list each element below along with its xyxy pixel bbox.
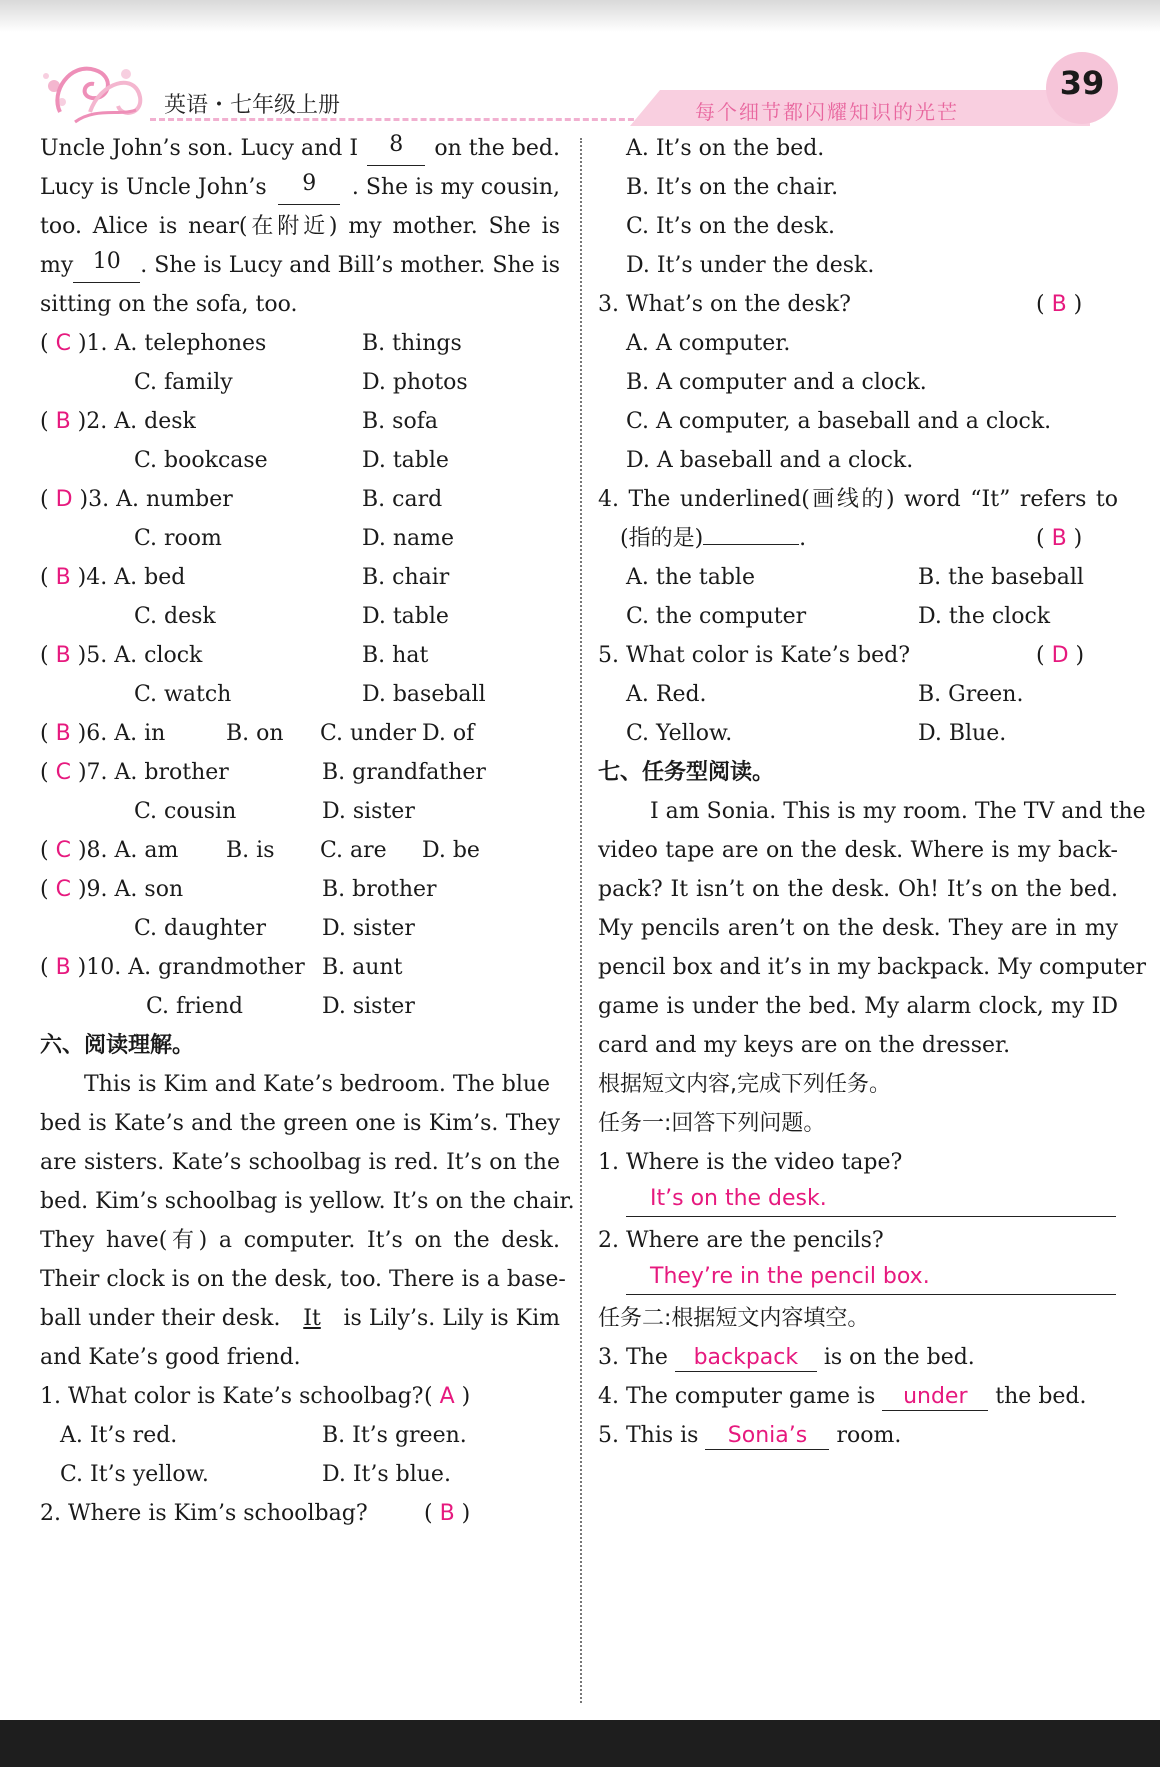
task-instruction: 根据短文内容,完成下列任务。 — [598, 1072, 891, 1097]
task-passage-line: pack? It isn’t on the desk. Oh! It’s on the bed. — [598, 877, 1118, 902]
task-question-2: 2. Where are the pencils? — [598, 1228, 884, 1253]
cloze-question-7-cd: C. cousin D. sister — [134, 799, 415, 824]
header-dashed-line — [150, 118, 670, 121]
cloze-question-5: ( B )5. A. clock B. hat — [40, 643, 429, 668]
reading-line: They have(有) a computer. It’s on the desk. — [40, 1228, 560, 1253]
cloze-line: sitting on the sofa, too. — [40, 292, 298, 317]
answer-mark: B — [55, 955, 71, 980]
cloze-line: Lucy is Uncle John’s 9 . She is my cousin, — [40, 171, 560, 205]
answer-mark: B — [1051, 292, 1067, 317]
reading-q3-option: A. A computer. — [626, 331, 791, 356]
reading-question-5: 5. What color is Kate’s bed? ( D ) — [598, 643, 1085, 668]
answer-mark: C — [55, 877, 71, 902]
cloze-question-3: ( D )3. A. number B. card — [40, 487, 443, 512]
reading-q2-option: C. It’s on the desk. — [626, 214, 835, 239]
reading-question-1: 1. What color is Kate’s schoolbag? ( A ) — [40, 1384, 471, 1409]
cloze-question-10: ( B )10. A. grandmother B. aunt — [40, 955, 403, 980]
column-divider — [580, 138, 582, 1703]
task-passage-line: game is under the bed. My alarm clock, my ID — [598, 994, 1118, 1019]
task-passage-line: pencil box and it’s in my backpack. My computer — [598, 955, 1147, 980]
task-two-heading: 任务二:根据短文内容填空。 — [598, 1306, 870, 1331]
cloze-question-2: ( B )2. A. desk B. sofa — [40, 409, 438, 434]
page-header — [40, 52, 1120, 132]
answer-blank: under — [882, 1384, 988, 1411]
reading-q3-option: B. A computer and a clock. — [626, 370, 927, 395]
answer-mark: B — [1051, 526, 1067, 551]
cloze-question-9: ( C )9. A. son B. brother — [40, 877, 437, 902]
blank-10: 10 — [73, 249, 140, 283]
bottom-bar — [0, 1720, 1160, 1767]
reading-question-2: 2. Where is Kim’s schoolbag? ( B ) — [40, 1501, 471, 1526]
task-one-heading: 任务一:回答下列问题。 — [598, 1111, 826, 1136]
task-passage-line: My pencils aren’t on the desk. They are in my — [598, 916, 1118, 941]
task-answer-1: It’s on the desk. — [650, 1186, 827, 1211]
reading-q2-option: D. It’s under the desk. — [626, 253, 875, 278]
cloze-line: too. Alice is near(在附近) my mother. She is — [40, 214, 560, 239]
reading-q3-option: D. A baseball and a clock. — [626, 448, 914, 473]
answer-mark: B — [55, 721, 71, 746]
cloze-question-1: ( C )1. A. telephones B. things — [40, 331, 462, 356]
reading-line: This is Kim and Kate’s bedroom. The blue — [84, 1072, 551, 1097]
answer-blank: Sonia’s — [705, 1423, 829, 1450]
blank-9: 9 — [278, 171, 340, 205]
blank-8: 8 — [367, 132, 425, 166]
reading-line: bed is Kate’s and the green one is Kim’s. They — [40, 1111, 560, 1136]
cloze-question-1-cd: C. family D. photos — [134, 370, 468, 395]
flower-ornament-icon — [40, 52, 150, 128]
cloze-line: Uncle John’s son. Lucy and I 8 on the bed. — [40, 132, 560, 166]
answer-mark: D — [1051, 643, 1069, 668]
answer-mark: B — [439, 1501, 455, 1526]
reading-q2-option: A. It’s on the bed. — [626, 136, 825, 161]
answer-mark: B — [55, 409, 71, 434]
reading-line: ball under their desk. It is Lily’s. Lily is Kim — [40, 1302, 560, 1336]
answer-mark: A — [439, 1384, 455, 1409]
answer-blank: backpack — [675, 1345, 817, 1372]
section-heading-task: 七、任务型阅读。 — [598, 760, 775, 785]
reading-line: are sisters. Kate’s schoolbag is red. It’s on the — [40, 1150, 560, 1175]
answer-blank — [703, 544, 799, 545]
cloze-question-5-cd: C. watch D. baseball — [134, 682, 486, 707]
reading-q1-ab: A. It’s red. B. It’s green. — [60, 1423, 467, 1448]
underlined-word: It — [303, 1306, 321, 1331]
answer-mark: B — [55, 643, 71, 668]
top-shadow — [0, 0, 1160, 32]
reading-line: and Kate’s good friend. — [40, 1345, 301, 1370]
task-passage-line: video tape are on the desk. Where is my back- — [598, 838, 1118, 863]
reading-line: bed. Kim’s schoolbag is yellow. It’s on the chair. — [40, 1189, 575, 1214]
task-passage-line: I am Sonia. This is my room. The TV and the — [650, 799, 1146, 824]
task-question-1: 1. Where is the video tape? — [598, 1150, 903, 1175]
reading-line: Their clock is on the desk, too. There is a base- — [40, 1267, 566, 1292]
cloze-question-7: ( C )7. A. brother B. grandfather — [40, 760, 486, 785]
reading-q1-cd: C. It’s yellow. D. It’s blue. — [60, 1462, 451, 1487]
answer-mark: D — [55, 487, 73, 512]
cloze-question-3-cd: C. room D. name — [134, 526, 455, 551]
reading-q4-ab: A. the table B. the baseball — [626, 565, 1084, 590]
cloze-question-2-cd: C. bookcase D. table — [134, 448, 449, 473]
answer-mark: C — [55, 838, 71, 863]
cloze-question-8: ( C )8. A. am B. is C. are D. be — [40, 838, 480, 863]
banner-slogan: 每个细节都闪耀知识的光芒 — [695, 100, 959, 124]
cloze-question-4: ( B )4. A. bed B. chair — [40, 565, 450, 590]
answer-mark: C — [55, 331, 71, 356]
answer-mark: B — [55, 565, 71, 590]
page-number: 39 — [1059, 64, 1105, 102]
reading-question-4: 4. The underlined(画线的) word “It” refers to — [598, 487, 1118, 512]
reading-q2-option: B. It’s on the chair. — [626, 175, 839, 200]
task-fill-4: 4. The computer game is under the bed. — [598, 1384, 1087, 1409]
cloze-question-6: ( B )6. A. in B. on C. under D. of — [40, 721, 475, 746]
reading-question-4-cont: (指的是) . ( B ) — [620, 526, 1083, 551]
task-fill-5: 5. This is Sonia’s room. — [598, 1423, 902, 1448]
answer-mark: C — [55, 760, 71, 785]
reading-q5-ab: A. Red. B. Green. — [626, 682, 1024, 707]
reading-q4-cd: C. the computer D. the clock — [626, 604, 1051, 629]
task-answer-2: They’re in the pencil box. — [650, 1264, 930, 1289]
cloze-line: my 10 . She is Lucy and Bill’s mother. She is — [40, 249, 560, 283]
cloze-question-10-cd: C. friend D. sister — [146, 994, 415, 1019]
reading-q3-option: C. A computer, a baseball and a clock. — [626, 409, 1052, 434]
cloze-question-4-cd: C. desk D. table — [134, 604, 449, 629]
cloze-question-9-cd: C. daughter D. sister — [134, 916, 415, 941]
section-heading-reading: 六、阅读理解。 — [40, 1033, 195, 1058]
task-fill-3: 3. The backpack is on the bed. — [598, 1345, 975, 1370]
book-title: 英语・七年级上册 — [164, 93, 341, 118]
reading-question-3: 3. What’s on the desk? ( B ) — [598, 292, 1083, 317]
reading-q5-cd: C. Yellow. D. Blue. — [626, 721, 1007, 746]
task-passage-line: card and my keys are on the dresser. — [598, 1033, 1011, 1058]
